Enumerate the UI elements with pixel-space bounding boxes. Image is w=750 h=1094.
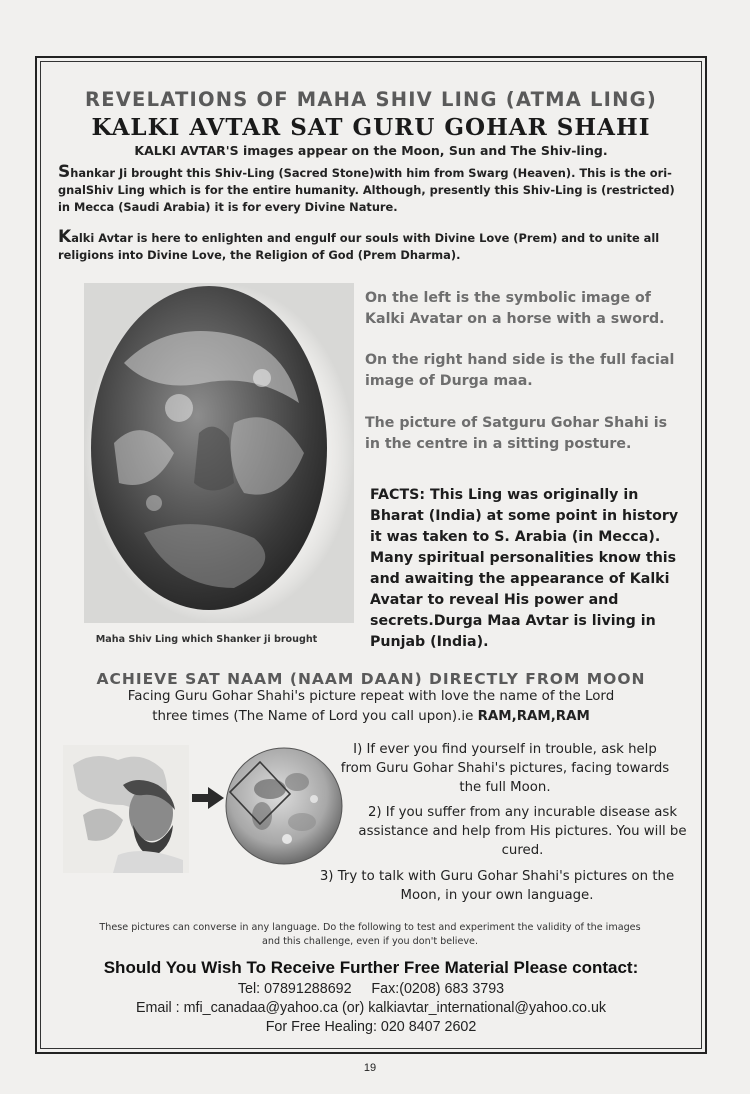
title-kalki-avtar: KALKI AVTAR SAT GURU GOHAR SHAHI [91, 114, 651, 141]
paragraph-text: alki Avtar is here to enlighten and engulf our souls with Divine Love (Prem) and to unite all religions into Divine Love, the Religion of God (Prem Dharma). [58, 231, 660, 262]
title-revelations: REVELATIONS OF MAHA SHIV LING (ATMA LING) [85, 88, 657, 111]
step-3: 3) Try to talk with Guru Gohar Shahi's pictures on the Moon, in your own language. [319, 869, 675, 903]
note-left-image: On the left is the symbolic image of Kalki Avatar on a horse with a sword. [365, 290, 665, 327]
shivling-caption: Maha Shiv Ling which Shanker ji brought [95, 634, 318, 645]
page-number: 19 [363, 1062, 377, 1074]
instruction-text: three times (The Name of Lord you call upon).ie [152, 709, 478, 724]
contact-heading: Should You Wish To Receive Further Free Material Please contact: [103, 958, 639, 977]
shivling-image [84, 283, 354, 623]
instruction-line-2 [40, 707, 702, 727]
contact-healing: For Free Healing: 020 8407 2602 [265, 1019, 477, 1035]
intro-paragraph-2 [58, 229, 682, 264]
instruction-line-1: Facing Guru Gohar Shahi's picture repeat with love the name of the Lord [127, 689, 615, 704]
note-right-image: On the right hand side is the full facial image of Durga maa. [365, 352, 675, 389]
language-note: These pictures can converse in any language. Do the following to test and experiment the validity of the images and this challenge, even if you don't believe. [99, 922, 641, 947]
paragraph-text: hankar Ji brought this Shiv-Ling (Sacred Stone)with him from Swarg (Heaven). This is the ori-gnalShiv Ling which is for the entire humanity. Although, presently this Shiv-Ling is (restricted) in Mecca (Saudi Arabia) it is for every Divine Nature. [58, 166, 675, 214]
arrow-right-icon [190, 784, 226, 812]
dropcap: S [58, 162, 71, 182]
contact-email: Email : mfi_canadaa@yahoo.ca (or) kalkiavtar_international@yahoo.co.uk [135, 1000, 607, 1016]
note-centre-image: The picture of Satguru Gohar Shahi is in the centre in a sitting posture. [365, 415, 668, 452]
facts-paragraph: FACTS: This Ling was originally in Bharat (India) at some point in history it was taken to S. Arabia (in Mecca). Many spiritual personalities know this and awaiting the appearance of Kalki Avatar to reveal His power and secrets.Durga Maa Avtar is living in Punjab (India). [370, 487, 679, 650]
achieve-heading: ACHIEVE SAT NAAM (NAAM DAAN) DIRECTLY FROM MOON [96, 670, 646, 688]
dropcap: K [58, 227, 72, 247]
achieve-instructions [40, 687, 702, 727]
subtitle: KALKI AVTAR'S images appear on the Moon, Sun and The Shiv-ling. [134, 143, 608, 158]
contact-phone: Tel: 07891288692 Fax:(0208) 683 3793 [237, 981, 505, 997]
guru-photo [63, 745, 189, 873]
step-1: I) If ever you find yourself in trouble, ask help from Guru Gohar Shahi's pictures, facing towards the full Moon. [340, 742, 670, 795]
instruction-name: RAM,RAM,RAM [477, 709, 590, 724]
step-2: 2) If you suffer from any incurable disease ask assistance and help from His pictures. You will be cured. [358, 805, 687, 858]
full-moon-image [222, 744, 344, 866]
intro-paragraph-1 [58, 164, 682, 216]
